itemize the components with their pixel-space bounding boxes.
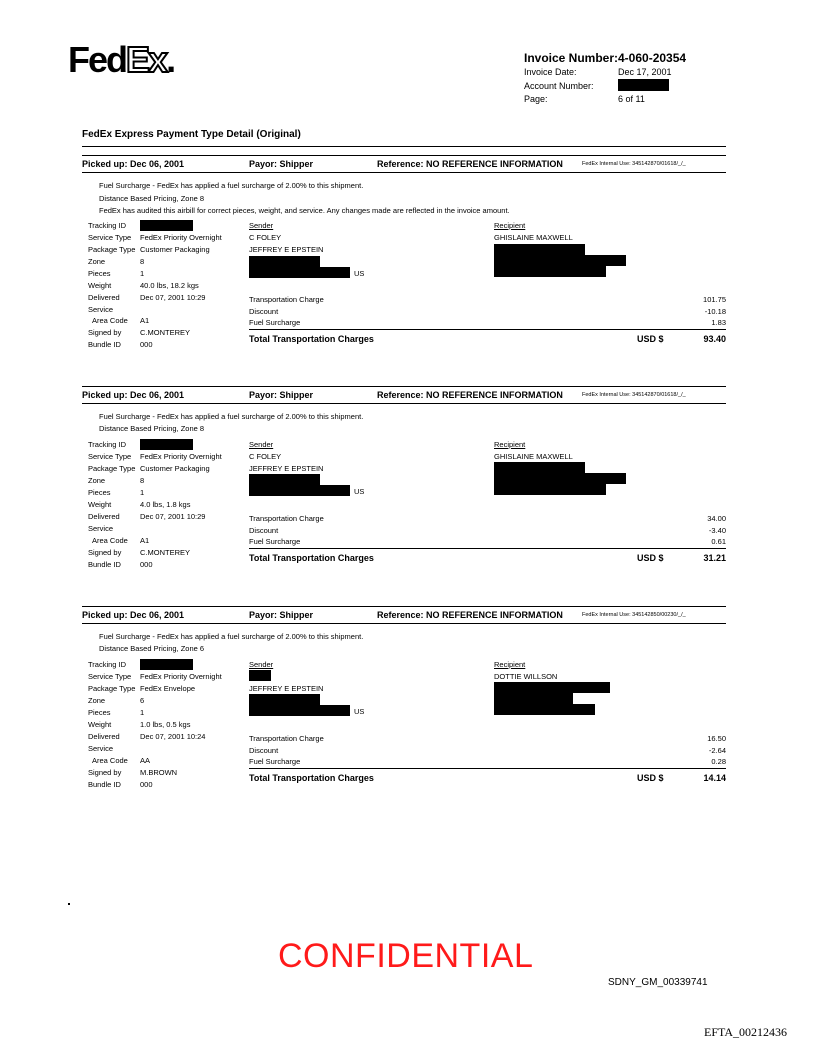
- logo-fed: Fed: [68, 39, 127, 80]
- recipient-address-redaction: [494, 704, 595, 715]
- bundle-id: 000: [140, 780, 153, 789]
- fuel-surcharge: 0.61: [711, 537, 726, 546]
- page-number: 6 of 11: [618, 94, 645, 104]
- sender-name-redaction: [249, 670, 271, 681]
- bates-number: SDNY_GM_00339741: [608, 977, 708, 988]
- transportation-charge-label: Transportation Charge: [249, 514, 324, 523]
- sender-country: US: [354, 707, 365, 716]
- fuel-surcharge: 0.28: [711, 757, 726, 766]
- section-header-rule: [82, 172, 726, 173]
- recipient-address-redaction: [494, 484, 606, 495]
- page-label: Page:: [524, 94, 548, 104]
- package-type: FedEx Envelope: [140, 684, 196, 693]
- bundle-id: 000: [140, 560, 153, 569]
- internal-use: FedEx Internal Use: 345142850/00230/_/_: [582, 612, 686, 618]
- recipient-line: DOTTIE WILLSON: [494, 672, 558, 681]
- sender-address-redaction: [249, 256, 320, 267]
- weight-label: Weight: [88, 500, 112, 509]
- delivered-label: Delivered: [88, 512, 120, 521]
- transportation-charge-label: Transportation Charge: [249, 295, 324, 304]
- zone: 8: [140, 476, 145, 485]
- discount-label: Discount: [249, 526, 279, 535]
- weight: 40.0 lbs, 18.2 kgs: [140, 281, 199, 290]
- service-type: FedEx Priority Overnight: [140, 452, 222, 461]
- package-type-label: Package Type: [88, 464, 136, 473]
- shipment-section: [82, 155, 726, 365]
- page-row: [524, 94, 645, 104]
- package-type-label: Package Type: [88, 245, 136, 254]
- invoice-number-row: [524, 51, 687, 65]
- fuel-surcharge-label: Fuel Surcharge: [249, 318, 301, 327]
- pieces: 1: [140, 488, 145, 497]
- signed-by: C.MONTEREY: [140, 328, 191, 337]
- logo-dot: .: [166, 39, 175, 80]
- recipient-address-redaction: [494, 462, 585, 473]
- area-code: A1: [140, 316, 150, 325]
- bundle-id-label: Bundle ID: [88, 560, 121, 569]
- sender-line: JEFFREY E EPSTEIN: [249, 464, 324, 473]
- internal-use: FedEx Internal Use: 345142870/01618/_/_: [582, 161, 686, 167]
- title-divider: [82, 146, 726, 147]
- recipient-address-redaction: [494, 682, 610, 693]
- section-header-rule: [82, 623, 726, 624]
- invoice-number: 4-060-20354: [618, 51, 687, 65]
- total-currency: USD $: [637, 553, 664, 563]
- signed-by: C.MONTEREY: [140, 548, 191, 557]
- sender-address-redaction: [249, 267, 350, 278]
- recipient-address-redaction: [494, 693, 573, 704]
- package-type: Customer Packaging: [140, 245, 210, 254]
- recipient-heading: Recipient: [494, 221, 526, 230]
- area-code-label: Area Code: [92, 316, 128, 325]
- tracking-id-label: Tracking ID: [88, 440, 127, 449]
- account-number-label: Account Number:: [524, 81, 594, 91]
- account-number-redaction: [618, 79, 669, 91]
- delivered: Dec 07, 2001 10:24: [140, 732, 206, 741]
- pieces: 1: [140, 708, 145, 717]
- confidential-stamp: CONFIDENTIAL: [278, 937, 534, 975]
- signed-by-label: Signed by: [88, 768, 122, 777]
- total-label: Total Transportation Charges: [249, 553, 374, 563]
- reference: Reference: NO REFERENCE INFORMATION: [377, 159, 563, 169]
- total-label: Total Transportation Charges: [249, 773, 374, 783]
- picked-up: Picked up: Dec 06, 2001: [82, 159, 185, 169]
- total-rule: [249, 548, 726, 549]
- bundle-id-label: Bundle ID: [88, 340, 121, 349]
- total-amount: 93.40: [703, 334, 726, 344]
- signed-by-label: Signed by: [88, 548, 122, 557]
- zone-label: Zone: [88, 476, 106, 485]
- service-type: FedEx Priority Overnight: [140, 672, 222, 681]
- pieces-label: Pieces: [88, 269, 111, 278]
- section-top-rule: [82, 386, 726, 387]
- discount-label: Discount: [249, 746, 279, 755]
- service-label: Service: [88, 744, 114, 753]
- total-rule: [249, 329, 726, 330]
- area-code-label: Area Code: [92, 536, 128, 545]
- note-line: Fuel Surcharge - FedEx has applied a fuel surcharge of 2.00% to this shipment.: [99, 412, 364, 421]
- weight: 1.0 lbs, 0.5 kgs: [140, 720, 191, 729]
- service-label: Service: [88, 524, 114, 533]
- fedex-logo: [68, 39, 175, 80]
- zone: 6: [140, 696, 145, 705]
- service-label: Service: [88, 305, 114, 314]
- discount: -3.40: [708, 526, 726, 535]
- logo-ex: Ex: [126, 39, 167, 80]
- service-type-label: Service Type: [88, 672, 132, 681]
- sender-country: US: [354, 487, 365, 496]
- sender-line: C FOLEY: [249, 452, 282, 461]
- fuel-surcharge-label: Fuel Surcharge: [249, 537, 301, 546]
- package-type-label: Package Type: [88, 684, 136, 693]
- payor: Payor: Shipper: [249, 390, 314, 400]
- weight-label: Weight: [88, 720, 112, 729]
- delivered: Dec 07, 2001 10:29: [140, 293, 206, 302]
- delivered-label: Delivered: [88, 293, 120, 302]
- total-label: Total Transportation Charges: [249, 334, 374, 344]
- recipient-address-redaction: [494, 255, 626, 266]
- recipient-line: GHISLAINE MAXWELL: [494, 452, 573, 461]
- note-line: Distance Based Pricing, Zone 6: [99, 644, 205, 653]
- transportation-charge: 34.00: [707, 514, 726, 523]
- section-top-rule: [82, 155, 726, 156]
- sender-address-redaction: [249, 705, 350, 716]
- sender-address-redaction: [249, 694, 320, 705]
- area-code: A1: [140, 536, 150, 545]
- invoice-number-label: Invoice Number:: [524, 51, 619, 65]
- note-line: Distance Based Pricing, Zone 8: [99, 194, 205, 203]
- sender-address-redaction: [249, 485, 350, 496]
- efta-number: EFTA_00212436: [704, 1025, 788, 1039]
- sender-line: JEFFREY E EPSTEIN: [249, 684, 324, 693]
- total-currency: USD $: [637, 773, 664, 783]
- internal-use: FedEx Internal Use: 345142870/01618/_/_: [582, 392, 686, 398]
- tracking-id-label: Tracking ID: [88, 221, 127, 230]
- recipient-address-redaction: [494, 266, 606, 277]
- zone-label: Zone: [88, 696, 106, 705]
- discount: -10.18: [704, 307, 726, 316]
- payor: Payor: Shipper: [249, 159, 314, 169]
- sender-line: JEFFREY E EPSTEIN: [249, 245, 324, 254]
- shipment-section: [82, 606, 726, 816]
- service-type-label: Service Type: [88, 452, 132, 461]
- invoice-date-row: [524, 67, 672, 77]
- transportation-charge: 101.75: [703, 295, 726, 304]
- pieces: 1: [140, 269, 145, 278]
- total-amount: 14.14: [703, 773, 726, 783]
- sender-heading: Sender: [249, 440, 274, 449]
- payor: Payor: Shipper: [249, 610, 314, 620]
- sender-heading: Sender: [249, 221, 274, 230]
- delivered-label: Delivered: [88, 732, 120, 741]
- invoice-date-label: Invoice Date:: [524, 67, 577, 77]
- total-amount: 31.21: [703, 553, 726, 563]
- sender-country: US: [354, 269, 365, 278]
- section-header-rule: [82, 403, 726, 404]
- recipient-line: GHISLAINE MAXWELL: [494, 233, 573, 242]
- note-line: Distance Based Pricing, Zone 8: [99, 424, 205, 433]
- transportation-charge-label: Transportation Charge: [249, 734, 324, 743]
- note-line: Fuel Surcharge - FedEx has applied a fuel surcharge of 2.00% to this shipment.: [99, 181, 364, 190]
- discount: -2.64: [708, 746, 726, 755]
- fuel-surcharge-label: Fuel Surcharge: [249, 757, 301, 766]
- tracking-id-redaction: [140, 659, 193, 670]
- reference: Reference: NO REFERENCE INFORMATION: [377, 610, 563, 620]
- package-type: Customer Packaging: [140, 464, 210, 473]
- account-number-row: [524, 81, 594, 91]
- service-type-label: Service Type: [88, 233, 132, 242]
- sender-line: C FOLEY: [249, 233, 282, 242]
- picked-up: Picked up: Dec 06, 2001: [82, 610, 185, 620]
- invoice-date: Dec 17, 2001: [618, 67, 672, 77]
- reference: Reference: NO REFERENCE INFORMATION: [377, 390, 563, 400]
- sender-heading: Sender: [249, 660, 274, 669]
- tracking-id-redaction: [140, 439, 193, 450]
- note-line: FedEx has audited this airbill for correct pieces, weight, and service. Any changes made are reflected in the invoice amount.: [99, 206, 510, 215]
- scan-speck: [68, 903, 70, 905]
- recipient-address-redaction: [494, 244, 585, 255]
- weight: 4.0 lbs, 1.8 kgs: [140, 500, 191, 509]
- bundle-id-label: Bundle ID: [88, 780, 121, 789]
- tracking-id-redaction: [140, 220, 193, 231]
- service-type: FedEx Priority Overnight: [140, 233, 222, 242]
- zone: 8: [140, 257, 145, 266]
- transportation-charge: 16.50: [707, 734, 726, 743]
- pieces-label: Pieces: [88, 488, 111, 497]
- delivered: Dec 07, 2001 10:29: [140, 512, 206, 521]
- area-code-label: Area Code: [92, 756, 128, 765]
- note-line: Fuel Surcharge - FedEx has applied a fuel surcharge of 2.00% to this shipment.: [99, 632, 364, 641]
- signed-by: M.BROWN: [140, 768, 178, 777]
- discount-label: Discount: [249, 307, 279, 316]
- sender-address-redaction: [249, 474, 320, 485]
- bundle-id: 000: [140, 340, 153, 349]
- weight-label: Weight: [88, 281, 112, 290]
- total-rule: [249, 768, 726, 769]
- recipient-heading: Recipient: [494, 660, 526, 669]
- recipient-address-redaction: [494, 473, 626, 484]
- pieces-label: Pieces: [88, 708, 111, 717]
- signed-by-label: Signed by: [88, 328, 122, 337]
- total-currency: USD $: [637, 334, 664, 344]
- section-top-rule: [82, 606, 726, 607]
- shipment-section: [82, 386, 726, 596]
- zone-label: Zone: [88, 257, 106, 266]
- page-title: FedEx Express Payment Type Detail (Original): [82, 129, 301, 140]
- picked-up: Picked up: Dec 06, 2001: [82, 390, 185, 400]
- area-code: AA: [140, 756, 151, 765]
- recipient-heading: Recipient: [494, 440, 526, 449]
- tracking-id-label: Tracking ID: [88, 660, 127, 669]
- fuel-surcharge: 1.83: [711, 318, 726, 327]
